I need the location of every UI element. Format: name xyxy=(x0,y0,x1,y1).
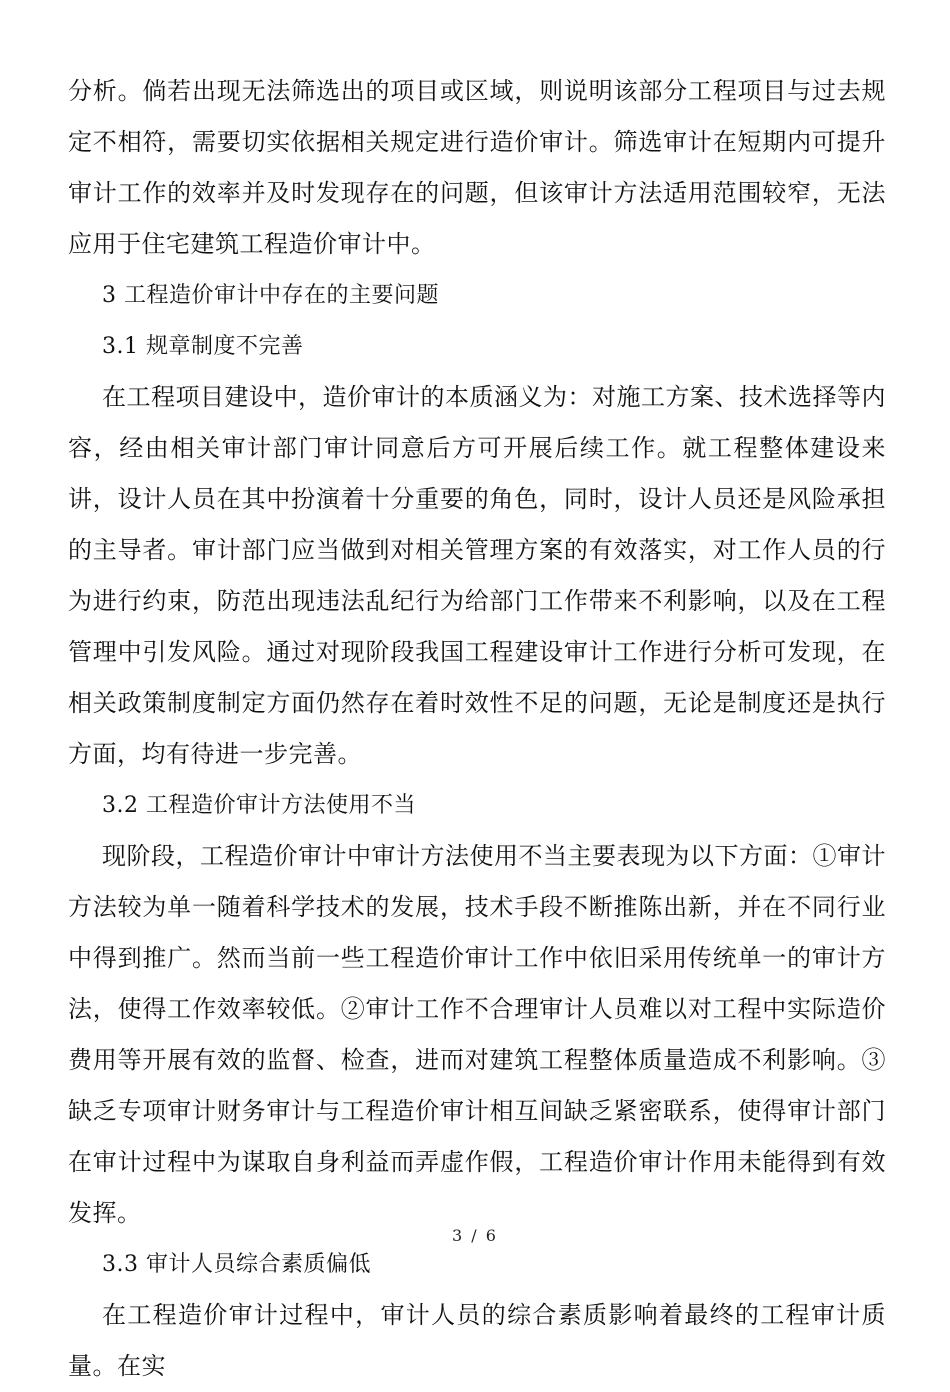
page-number: 3 / 6 xyxy=(452,1226,498,1245)
paragraph-3-3: 在工程造价审计过程中，审计人员的综合素质影响着最终的工程审计质量。在实 xyxy=(68,1301,886,1380)
subsection-heading-3-3: 3.3 审计人员综合素质偏低 xyxy=(102,1252,371,1277)
subsection-heading-3-2: 3.2 工程造价审计方法使用不当 xyxy=(102,793,416,818)
paragraph-intro-continuation: 分析。倘若出现无法筛选出的项目或区域，则说明该部分工程项目与过去规定不相符，需要切实依据相关规定进行造价审计。筛选审计在短期内可提升审计工作的效率并及时发现存在的问题，但该审计方法适用范围较窄，无法应用于住宅建筑工程造价审计中。 xyxy=(68,77,886,258)
subsection-heading-3-1: 3.1 规章制度不完善 xyxy=(102,334,304,359)
paragraph-3-2: 现阶段，工程造价审计中审计方法使用不当主要表现为以下方面：①审计方法较为单一随着科学技术的发展，技术手段不断推陈出新，并在不同行业中得到推广。然而当前一些工程造价审计工作中依旧采用传统单一的审计方法，使得工作效率较低。②审计工作不合理审计人员难以对工程中实际造价费用等开展有效的监督、检查，进而对建筑工程整体质量造成不利影响。③缺乏专项审计财务审计与工程造价审计相互间缺乏紧密联系，使得审计部门在审计过程中为谋取自身利益而弄虚作假，工程造价审计作用未能得到有效发挥。 xyxy=(68,842,886,1227)
paragraph-3-1: 在工程项目建设中，造价审计的本质涵义为：对施工方案、技术选择等内容，经由相关审计部门审计同意后方可开展后续工作。就工程整体建设来讲，设计人员在其中扮演着十分重要的角色，同时，设计人员还是风险承担的主导者。审计部门应当做到对相关管理方案的有效落实，对工作人员的行为进行约束，防范出现违法乱纪行为给部门工作带来不利影响，以及在工程管理中引发风险。通过对现阶段我国工程建设审计工作进行分析可发现，在相关政策制度制定方面仍然存在着时效性不足的问题，无论是制度还是执行方面，均有待进一步完善。 xyxy=(68,383,886,768)
section-heading-3: 3 工程造价审计中存在的主要问题 xyxy=(102,283,439,308)
document-body xyxy=(68,66,886,1392)
